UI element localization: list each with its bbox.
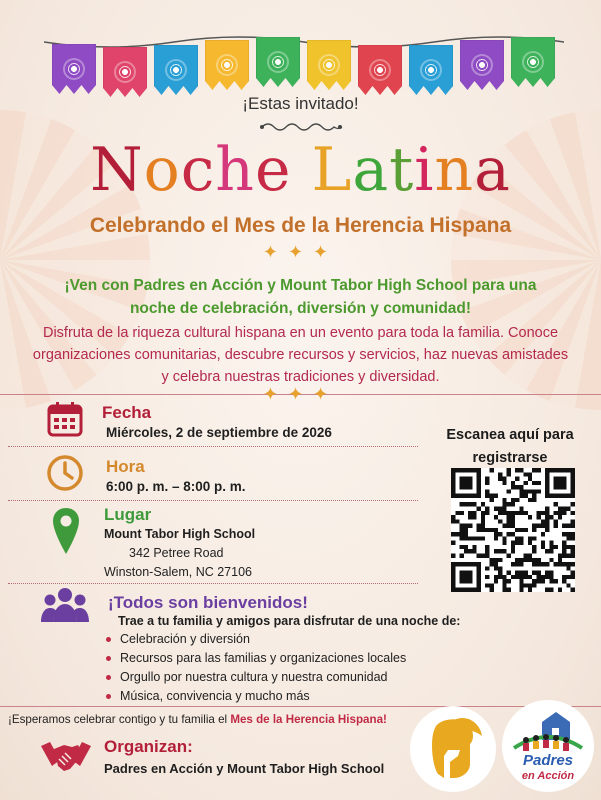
handshake-icon xyxy=(40,736,92,776)
qr-label-line1: Escanea aquí para xyxy=(446,427,574,443)
welcome-title: ¡Todos son bienvenidos! xyxy=(108,593,308,612)
date-label: Fecha xyxy=(102,403,152,422)
list-item: Orgullo por nuestra cultura y nuestra comunidad xyxy=(104,668,406,687)
place-name: Mount Tabor High School xyxy=(104,527,256,541)
flower-ornament-icon xyxy=(65,60,83,78)
closing-text xyxy=(8,713,387,726)
banner-flag xyxy=(460,40,504,90)
spartan-helmet-icon xyxy=(410,706,496,792)
star-divider: ✦✦✦ xyxy=(262,384,339,404)
qr-label xyxy=(440,424,580,470)
title-letter: a xyxy=(474,135,511,205)
qr-label-line2: registrarse xyxy=(472,450,548,466)
title-letter: N xyxy=(90,135,144,205)
flower-ornament-icon xyxy=(422,61,440,79)
padres-logo-line2: en Acción xyxy=(521,770,575,782)
event-subtitle: Celebrando el Mes de la Herencia Hispana xyxy=(89,214,512,237)
banner-flag xyxy=(511,37,555,87)
title-letter: h xyxy=(215,135,255,205)
title-letter: c xyxy=(180,135,216,205)
clock-icon xyxy=(46,454,84,492)
padres-en-accion-logo xyxy=(502,700,594,792)
place-street: 342 Petree Road xyxy=(129,546,224,560)
padres-logo-line1: Padres xyxy=(522,752,574,769)
date-value: Miércoles, 2 de septiembre de 2026 xyxy=(106,425,332,440)
organizers-value: Padres en Acción y Mount Tabor High School xyxy=(104,761,385,776)
list-item: Celebración y diversión xyxy=(104,630,406,649)
banner-flag xyxy=(256,37,300,87)
title-letter: i xyxy=(414,135,435,205)
welcome-list xyxy=(104,630,406,706)
flower-ornament-icon xyxy=(473,56,491,74)
banner-flag xyxy=(154,45,198,95)
organizers-label: Organizan: xyxy=(104,737,193,756)
invite-text: ¡Estas invitado! xyxy=(242,94,359,113)
time-value: 6:00 p. m. – 8:00 p. m. xyxy=(106,479,246,494)
banner-flag xyxy=(205,40,249,90)
title-letter: t xyxy=(389,135,415,205)
list-item: Música, convivencia y mucho más xyxy=(104,687,406,706)
flower-ornament-icon xyxy=(167,61,185,79)
dotted-divider xyxy=(8,500,418,501)
flower-ornament-icon xyxy=(320,56,338,74)
closing-text-main: ¡Esperamos celebrar contigo y tu familia el xyxy=(8,713,231,726)
welcome-intro: Trae a tu familia y amigos para disfrutar de una noche de: xyxy=(118,614,461,628)
flower-ornament-icon xyxy=(371,61,389,79)
title-word-2 xyxy=(312,135,511,205)
place-label: Lugar xyxy=(104,505,152,524)
location-pin-icon xyxy=(52,506,80,558)
flower-ornament-icon xyxy=(218,56,236,74)
title-letter: a xyxy=(352,135,390,205)
title-letter: e xyxy=(254,135,292,205)
title-letter: n xyxy=(434,135,475,205)
description-text: Disfruta de la riqueza cultural hispana en un evento para toda la familia. Conoce organizaciones comunitarias, descubre recursos y servicios, haz nuevas amistades y celebra nuestras tradiciones y diversidad. xyxy=(32,325,569,385)
star-divider: ✦✦✦ xyxy=(262,242,339,262)
dotted-divider xyxy=(8,446,418,447)
papel-picado-banner xyxy=(44,30,564,100)
time-label: Hora xyxy=(106,457,145,476)
mount-tabor-logo xyxy=(410,706,496,792)
banner-flag xyxy=(409,45,453,95)
event-title xyxy=(0,130,601,210)
flower-ornament-icon xyxy=(116,63,134,81)
qr-code[interactable] xyxy=(451,468,575,592)
calendar-icon xyxy=(46,400,84,438)
banner-flag xyxy=(103,47,147,97)
list-item: Recursos para las familias y organizaciones locales xyxy=(104,649,406,668)
closing-highlight: Mes de la Herencia Hispana! xyxy=(230,713,387,726)
flower-ornament-icon xyxy=(269,53,287,71)
title-letter: L xyxy=(311,135,353,205)
title-letter: o xyxy=(143,135,181,205)
dotted-divider xyxy=(8,583,418,584)
banner-flag xyxy=(307,40,351,90)
banner-flag xyxy=(358,45,402,95)
place-city: Winston-Salem, NC 27106 xyxy=(104,565,252,579)
title-word-1 xyxy=(90,135,291,205)
people-group-icon xyxy=(40,586,90,626)
lead-text: ¡Ven con Padres en Acción y Mount Tabor High School para una noche de celebración, diversión y comunidad! xyxy=(64,277,537,317)
flower-ornament-icon xyxy=(524,53,542,71)
banner-flag xyxy=(52,44,96,94)
